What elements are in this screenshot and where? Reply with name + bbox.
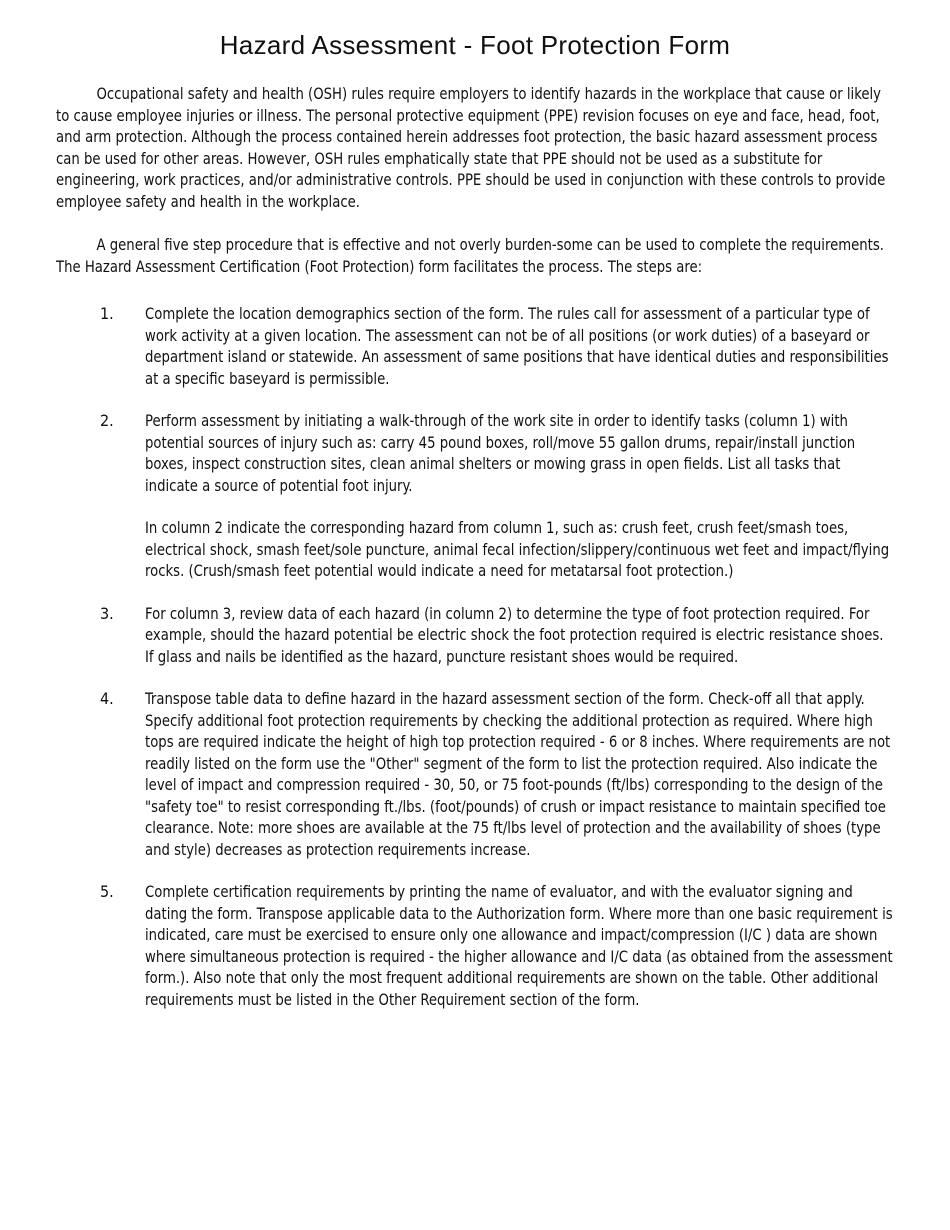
step-item-3 bbox=[56, 603, 894, 668]
step-item-2 bbox=[56, 410, 894, 582]
intro-paragraph-1: Occupational safety and health (OSH) rules require employers to identify hazards in the workplace that cause or likely to cause employee injuries or illness. The personal protective equipment (PPE) revision focuses on eye and face, head, foot, and arm protection. Although the process contained herein addresses foot protection, the basic hazard assessment process can be used for other areas. However, OSH rules emphatically state that PPE should not be used as a substitute for engineering, work practices, and/or administrative controls. PPE should be used in conjunction with these controls to provide employee safety and health in the workplace. bbox=[56, 84, 886, 211]
step-text: Perform assessment by initiating a walk-through of the work site in order to identify tasks (column 1) with potential sources of injury such as: carry 45 pound boxes, roll/move 55 gallon drums, repair/install junction boxes, inspect construction sites, clean animal shelters or mowing grass in open fields. List all tasks that indicate a source of potential foot injury. bbox=[145, 411, 856, 495]
step-text: Transpose table data to define hazard in the hazard assessment section of the form. Check-off all that apply. Specify additional foot protection requirements by checking the additional protection as required. Where high tops are required indicate the height of high top protection required - 6 or 8 inches. Where requirements are not readily listed on the form use the "Other" segment of the form to list the protection required. Also indicate the level of impact and compression required - 30, 50, or 75 foot-pounds (ft/lbs) corresponding to the design of the "safety toe" to resist corresponding ft./lbs. (foot/pounds) of crush or impact resistance to maintain specified toe clearance. Note: more shoes are available at the 75 ft/lbs level of protection and the availability of shoes (type and style) decreases as protection requirements increase. bbox=[145, 689, 891, 859]
step-number: 2. bbox=[100, 411, 114, 430]
step-subtext: In column 2 indicate the corresponding hazard from column 1, such as: crush feet, crush feet/smash toes, electrical shock, smash feet/sole puncture, animal fecal infection/slippery/continuous wet feet and impact/flying rocks. (Crush/smash feet potential would indicate a need for metatarsal foot protection.) bbox=[145, 518, 890, 580]
step-text: Complete certification requirements by printing the name of evaluator, and with the evaluator signing and dating the form. Transpose applicable data to the Authorization form. Where more than one basic requirement is indicated, care must be exercised to ensure only one allowance and impact/compression (I/C ) data are shown where simultaneous protection is required - the higher allowance and I/C data (as obtained from the assessment form.). Also note that only the most frequent additional requirements are shown on the table. Other additional requirements must be listed in the Other Requirement section of the form. bbox=[145, 882, 893, 1009]
intro-paragraph-2: A general five step procedure that is effective and not overly burden-some can be used to complete the requirements. The Hazard Assessment Certification (Foot Protection) form facilitates the process. The steps are: bbox=[56, 235, 884, 276]
document-title: Hazard Assessment - Foot Protection Form bbox=[219, 30, 731, 60]
step-item-4 bbox=[56, 688, 894, 860]
step-number: 3. bbox=[100, 603, 114, 623]
step-text: Complete the location demographics section of the form. The rules call for assessment of a particular type of work activity at a given location. The assessment can not be of all positions (or work duties) of a baseyard or department island or statewide. An assessment of same positions that have identical duties and responsibilities at a specific baseyard is permissible. bbox=[145, 304, 889, 388]
step-number: 1. bbox=[100, 304, 114, 323]
step-text: For column 3, review data of each hazard (in column 2) to determine the type of foot protection required. For example, should the hazard potential be electric shock the foot protection required is electric resistance shoes. If glass and nails be identified as the hazard, puncture resistant shoes would be required. bbox=[145, 603, 884, 666]
step-item-5 bbox=[56, 881, 894, 1010]
step-item-1 bbox=[56, 303, 894, 389]
step-number: 5. bbox=[100, 882, 114, 901]
steps-list bbox=[56, 303, 894, 1010]
step-number: 4. bbox=[100, 689, 114, 708]
document-page bbox=[56, 30, 894, 1031]
